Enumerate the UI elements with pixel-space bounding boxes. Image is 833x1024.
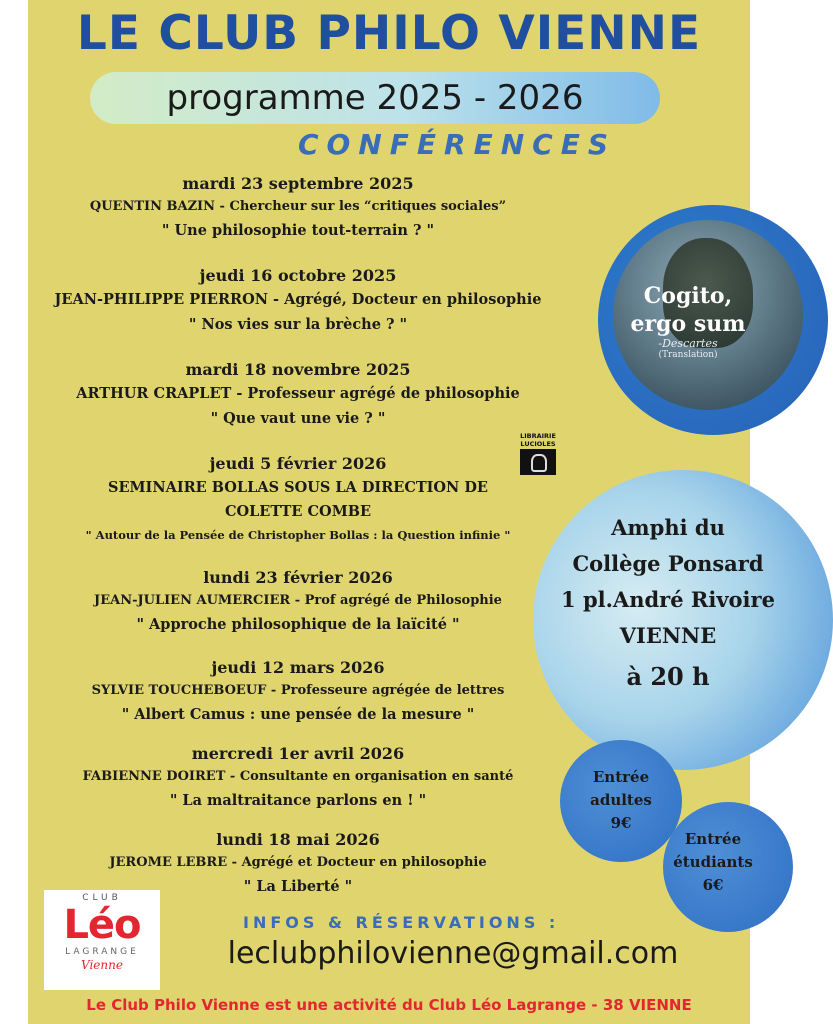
quote-line2: ergo sum [630, 311, 746, 337]
venue-address: 1 pl.André Rivoire [561, 587, 775, 612]
conference-speaker: JEROME LEBRE - Agrégé et Docteur en philosophie [109, 855, 487, 870]
adult-price-label1: Entrée [592, 768, 650, 786]
contact-email[interactable]: leclubphilovienne@gmail.com [227, 936, 679, 971]
conference-item [38, 264, 558, 338]
conference-item [38, 172, 558, 244]
event-time: à 20 h [626, 662, 710, 691]
conference-speaker: JEAN-JULIEN AUMERCIER - Prof agrégé de Philosophie [94, 593, 502, 608]
conference-topic: " Une philosophie tout-terrain ? " [161, 222, 435, 239]
logo-name: Léo [63, 902, 141, 948]
conference-date: jeudi 12 mars 2026 [211, 658, 385, 677]
conference-topic: " La maltraitance parlons en ! " [169, 792, 427, 809]
venue-info [533, 510, 803, 700]
leo-lagrange-logo [44, 890, 160, 990]
conference-speaker: SEMINAIRE BOLLAS SOUS LA DIRECTION DE [107, 479, 488, 496]
venue-line1: Amphi du [611, 515, 725, 540]
conference-topic: " Que vaut une vie ? " [210, 410, 386, 427]
conference-date: jeudi 16 octobre 2025 [199, 266, 397, 285]
conference-speaker: JEAN-PHILIPPE PIERRON - Agrégé, Docteur en philosophie [54, 291, 542, 308]
venue-line2: Collège Ponsard [572, 551, 764, 576]
adult-price-value: 9€ [610, 814, 632, 832]
conference-speaker: SYLVIE TOUCHEBOEUF - Professeure agrégée de lettres [91, 683, 505, 698]
footer-text: Le Club Philo Vienne est une activité du Club Léo Lagrange - 38 VIENNE [86, 996, 692, 1014]
conference-topic: " Nos vies sur la brèche ? " [188, 316, 408, 333]
contact-label: INFOS & RÉSERVATIONS : [243, 913, 560, 932]
firefly-icon [520, 449, 556, 475]
logo-club: CLUB [82, 893, 122, 903]
student-price-label1: Entrée [684, 830, 742, 848]
descartes-quote [613, 282, 763, 361]
conference-speaker: QUENTIN BAZIN - Chercheur sur les “critiques sociales” [89, 199, 507, 214]
conference-topic: " La Liberté " [243, 878, 353, 895]
conference-date: lundi 18 mai 2026 [216, 830, 380, 849]
conference-speaker: COLETTE COMBE [224, 503, 372, 520]
conference-date: jeudi 5 février 2026 [209, 454, 387, 473]
conference-item [38, 452, 558, 546]
logo-lagrange: LAGRANGE [65, 947, 139, 957]
quote-line1: Cogito, [643, 283, 733, 309]
bookshop-name-line1: LIBRAIRIE [520, 432, 556, 440]
student-price-label2: étudiants [673, 853, 753, 871]
adult-price [560, 766, 682, 835]
conference-speaker: FABIENNE DOIRET - Consultante en organisation en santé [82, 769, 514, 784]
student-price-value: 6€ [702, 876, 724, 894]
conference-item [38, 656, 558, 728]
conference-item [38, 358, 558, 432]
conference-date: lundi 23 février 2026 [203, 568, 393, 587]
student-price [663, 828, 763, 897]
logo-city: Vienne [81, 958, 123, 972]
conference-item [38, 566, 558, 638]
section-heading: CONFÉRENCES [298, 128, 617, 161]
conference-item [38, 742, 558, 814]
bookshop-name-line2: LUCIOLES [520, 440, 556, 448]
conference-topic: " Autour de la Pensée de Christopher Bollas : la Question infinie " [85, 528, 511, 542]
conference-date: mardi 23 septembre 2025 [182, 174, 414, 193]
conference-speaker: ARTHUR CRAPLET - Professeur agrégé de philosophie [76, 385, 520, 402]
conference-topic: " Approche philosophique de la laïcité " [136, 616, 460, 633]
venue-city: VIENNE [619, 623, 717, 648]
adult-price-label2: adultes [590, 791, 652, 809]
program-subtitle: programme 2025 - 2026 [166, 78, 584, 118]
conference-topic: " Albert Camus : une pensée de la mesure " [121, 706, 475, 723]
quote-attribution: -Descartes [658, 337, 718, 350]
bookshop-logo [518, 432, 558, 475]
poster-title: LE CLUB PHILO VIENNE [76, 6, 702, 61]
quote-note: (Translation) [658, 350, 718, 360]
poster [28, 0, 775, 1024]
conference-date: mardi 18 novembre 2025 [185, 360, 411, 379]
conference-date: mercredi 1er avril 2026 [191, 744, 405, 763]
